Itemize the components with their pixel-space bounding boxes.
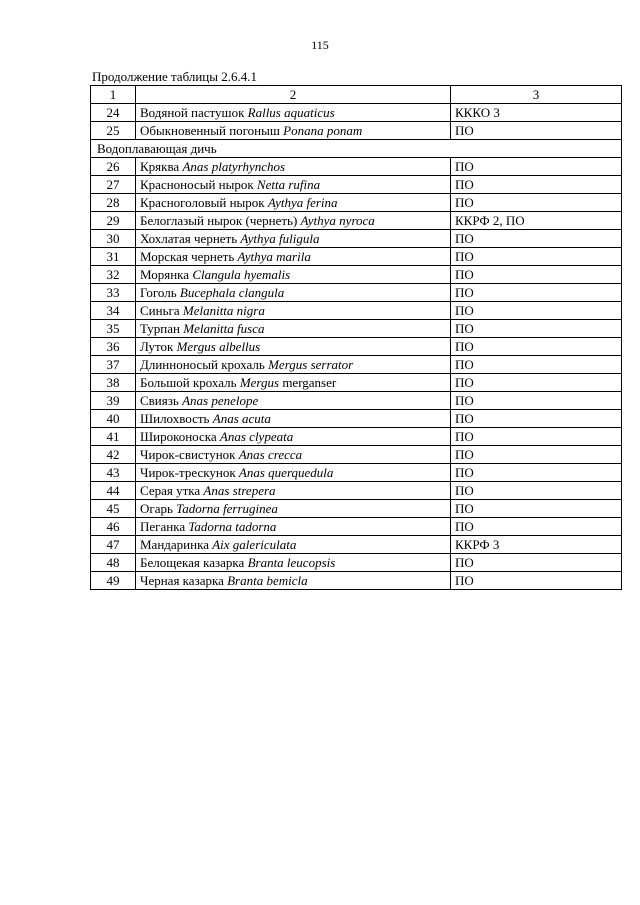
- latin-name: Aythya fuligula: [240, 231, 320, 246]
- latin-name: Rallus aquaticus: [247, 105, 335, 120]
- status-cell: ПО: [451, 158, 622, 176]
- table-row: [91, 194, 622, 212]
- russian-name: Серая утка: [140, 483, 204, 498]
- species-name: [136, 518, 451, 536]
- row-number: 36: [91, 338, 136, 356]
- row-number: 25: [91, 122, 136, 140]
- table-row: [91, 356, 622, 374]
- row-number: 39: [91, 392, 136, 410]
- russian-name: Мандаринка: [140, 537, 213, 552]
- species-name: [136, 482, 451, 500]
- table-row: [91, 266, 622, 284]
- row-number: 26: [91, 158, 136, 176]
- russian-name: Свиязь: [140, 393, 183, 408]
- status-cell: ПО: [451, 302, 622, 320]
- table-row: [91, 230, 622, 248]
- row-number: 40: [91, 410, 136, 428]
- species-name: [136, 266, 451, 284]
- latin-name: Bucephala clangula: [179, 285, 285, 300]
- species-name: [136, 464, 451, 482]
- russian-name: Гоголь: [140, 285, 180, 300]
- table-row: [91, 500, 622, 518]
- russian-name: Кряква: [140, 159, 183, 174]
- latin-name: Aix galericulata: [212, 537, 297, 552]
- species-name: [136, 176, 451, 194]
- russian-name: Обыкновенный погоныш: [140, 123, 284, 138]
- latin-name: Aythya marila: [237, 249, 311, 264]
- latin-name: Anas strepera: [203, 483, 276, 498]
- header-cell-1: 1: [91, 86, 136, 104]
- table-row: [91, 212, 622, 230]
- russian-name: Длинноносый крохаль: [140, 357, 269, 372]
- russian-name: Синьга: [140, 303, 183, 318]
- row-number: 48: [91, 554, 136, 572]
- row-number: 31: [91, 248, 136, 266]
- row-number: 27: [91, 176, 136, 194]
- species-name: [136, 536, 451, 554]
- status-cell: ПО: [451, 320, 622, 338]
- status-cell: ПО: [451, 374, 622, 392]
- table-row: [91, 482, 622, 500]
- latin-name: Anas platyrhynchos: [182, 159, 286, 174]
- russian-name: Луток: [140, 339, 177, 354]
- table-row: [91, 554, 622, 572]
- latin-name: Mergus albellus: [176, 339, 261, 354]
- russian-name: Черная казарка: [140, 573, 228, 588]
- row-number: 45: [91, 500, 136, 518]
- row-number: 24: [91, 104, 136, 122]
- status-cell: ПО: [451, 500, 622, 518]
- russian-name: Чирок-трескунок: [140, 465, 239, 480]
- row-number: 37: [91, 356, 136, 374]
- status-cell: ПО: [451, 482, 622, 500]
- russian-name: Хохлатая чернеть: [140, 231, 241, 246]
- status-cell: ПО: [451, 122, 622, 140]
- status-cell: ПО: [451, 356, 622, 374]
- russian-name: Белощекая казарка: [140, 555, 248, 570]
- status-cell: ПО: [451, 284, 622, 302]
- russian-name: Красноголовый нырок: [140, 195, 268, 210]
- status-cell: ПО: [451, 518, 622, 536]
- status-cell: КККО 3: [451, 104, 622, 122]
- table-row: [91, 176, 622, 194]
- table-row: [91, 374, 622, 392]
- species-name: [136, 392, 451, 410]
- table-row: [91, 320, 622, 338]
- table-row: [91, 284, 622, 302]
- latin-name: Branta leucopsis: [247, 555, 336, 570]
- row-number: 49: [91, 572, 136, 590]
- latin-name: Anas crecca: [238, 447, 303, 462]
- latin-name: Anas clypeata: [219, 429, 294, 444]
- row-number: 46: [91, 518, 136, 536]
- species-name: [136, 320, 451, 338]
- species-name: [136, 410, 451, 428]
- section-row: [91, 140, 622, 158]
- russian-name: Широконоска: [140, 429, 220, 444]
- row-number: 38: [91, 374, 136, 392]
- table-row: [91, 464, 622, 482]
- table-row: [91, 518, 622, 536]
- status-cell: ПО: [451, 176, 622, 194]
- species-name: [136, 554, 451, 572]
- row-number: 32: [91, 266, 136, 284]
- russian-name: Пеганка: [140, 519, 189, 534]
- species-name: [136, 248, 451, 266]
- status-cell: ПО: [451, 230, 622, 248]
- status-cell: ПО: [451, 428, 622, 446]
- header-cell-2: 2: [136, 86, 451, 104]
- status-cell: ПО: [451, 464, 622, 482]
- latin-name: Mergus serrator: [268, 357, 354, 372]
- status-cell: ПО: [451, 392, 622, 410]
- status-cell: ККРФ 2, ПО: [451, 212, 622, 230]
- species-name: [136, 230, 451, 248]
- status-cell: ПО: [451, 554, 622, 572]
- table-row: [91, 104, 622, 122]
- status-cell: ККРФ 3: [451, 536, 622, 554]
- table-row: [91, 392, 622, 410]
- table-row: [91, 536, 622, 554]
- status-cell: ПО: [451, 410, 622, 428]
- species-name: [136, 212, 451, 230]
- species-name: [136, 302, 451, 320]
- table-row: [91, 446, 622, 464]
- page-number: 115: [311, 38, 329, 52]
- species-name: [136, 284, 451, 302]
- species-name: [136, 194, 451, 212]
- row-number: 44: [91, 482, 136, 500]
- latin-name: Tadorna tadorna: [188, 519, 277, 534]
- species-name: [136, 500, 451, 518]
- russian-name: Большой крохаль: [140, 375, 240, 390]
- table-row: [91, 158, 622, 176]
- status-cell: ПО: [451, 446, 622, 464]
- russian-name: Морянка: [140, 267, 193, 282]
- section-label: Водоплавающая дичь: [91, 140, 622, 158]
- latin-name: Anas acuta: [212, 411, 271, 426]
- status-cell: ПО: [451, 338, 622, 356]
- status-cell: ПО: [451, 248, 622, 266]
- row-number: 47: [91, 536, 136, 554]
- species-name: [136, 374, 451, 392]
- species-name: [136, 428, 451, 446]
- species-name: [136, 356, 451, 374]
- latin-name: Branta bemicla: [227, 573, 308, 588]
- russian-name: Огарь: [140, 501, 177, 516]
- russian-name: Шилохвость: [140, 411, 213, 426]
- row-number: 42: [91, 446, 136, 464]
- latin-name: Melanitta nigra: [182, 303, 265, 318]
- row-number: 34: [91, 302, 136, 320]
- species-name: [136, 572, 451, 590]
- table-caption: Продолжение таблицы 2.6.4.1: [92, 69, 257, 84]
- row-number: 41: [91, 428, 136, 446]
- latin-name-tail: merganser: [279, 375, 337, 390]
- species-name: [136, 446, 451, 464]
- species-name: [136, 158, 451, 176]
- russian-name: Чирок-свистунок: [140, 447, 239, 462]
- latin-name: Anas penelope: [182, 393, 259, 408]
- status-cell: ПО: [451, 194, 622, 212]
- russian-name: Белоглазый нырок (чернеть): [140, 213, 301, 228]
- latin-name: Aythya nyroca: [300, 213, 375, 228]
- table-row: [91, 248, 622, 266]
- species-name: [136, 122, 451, 140]
- latin-name: Clangula hyemalis: [192, 267, 291, 282]
- russian-name: Турпан: [140, 321, 184, 336]
- latin-name: Mergus: [239, 375, 280, 390]
- row-number: 33: [91, 284, 136, 302]
- table-row: [91, 302, 622, 320]
- species-name: [136, 104, 451, 122]
- status-cell: ПО: [451, 572, 622, 590]
- row-number: 35: [91, 320, 136, 338]
- row-number: 28: [91, 194, 136, 212]
- table-row: [91, 428, 622, 446]
- row-number: 30: [91, 230, 136, 248]
- row-number: 43: [91, 464, 136, 482]
- table-header-row: [91, 86, 622, 104]
- russian-name: Водяной пастушок: [140, 105, 248, 120]
- latin-name: Aythya ferina: [267, 195, 338, 210]
- table-row: [91, 572, 622, 590]
- latin-name: Netta rufina: [256, 177, 321, 192]
- russian-name: Морская чернеть: [140, 249, 238, 264]
- status-cell: ПО: [451, 266, 622, 284]
- latin-name: Tadorna ferruginea: [176, 501, 278, 516]
- latin-name: Melanitta fusca: [183, 321, 265, 336]
- species-name: [136, 338, 451, 356]
- species-table: [90, 85, 622, 590]
- header-cell-3: 3: [451, 86, 622, 104]
- latin-name: Ponana ponam: [283, 123, 363, 138]
- table-row: [91, 122, 622, 140]
- table-row: [91, 338, 622, 356]
- russian-name: Красноносый нырок: [140, 177, 257, 192]
- table-row: [91, 410, 622, 428]
- row-number: 29: [91, 212, 136, 230]
- latin-name: Anas querquedula: [238, 465, 334, 480]
